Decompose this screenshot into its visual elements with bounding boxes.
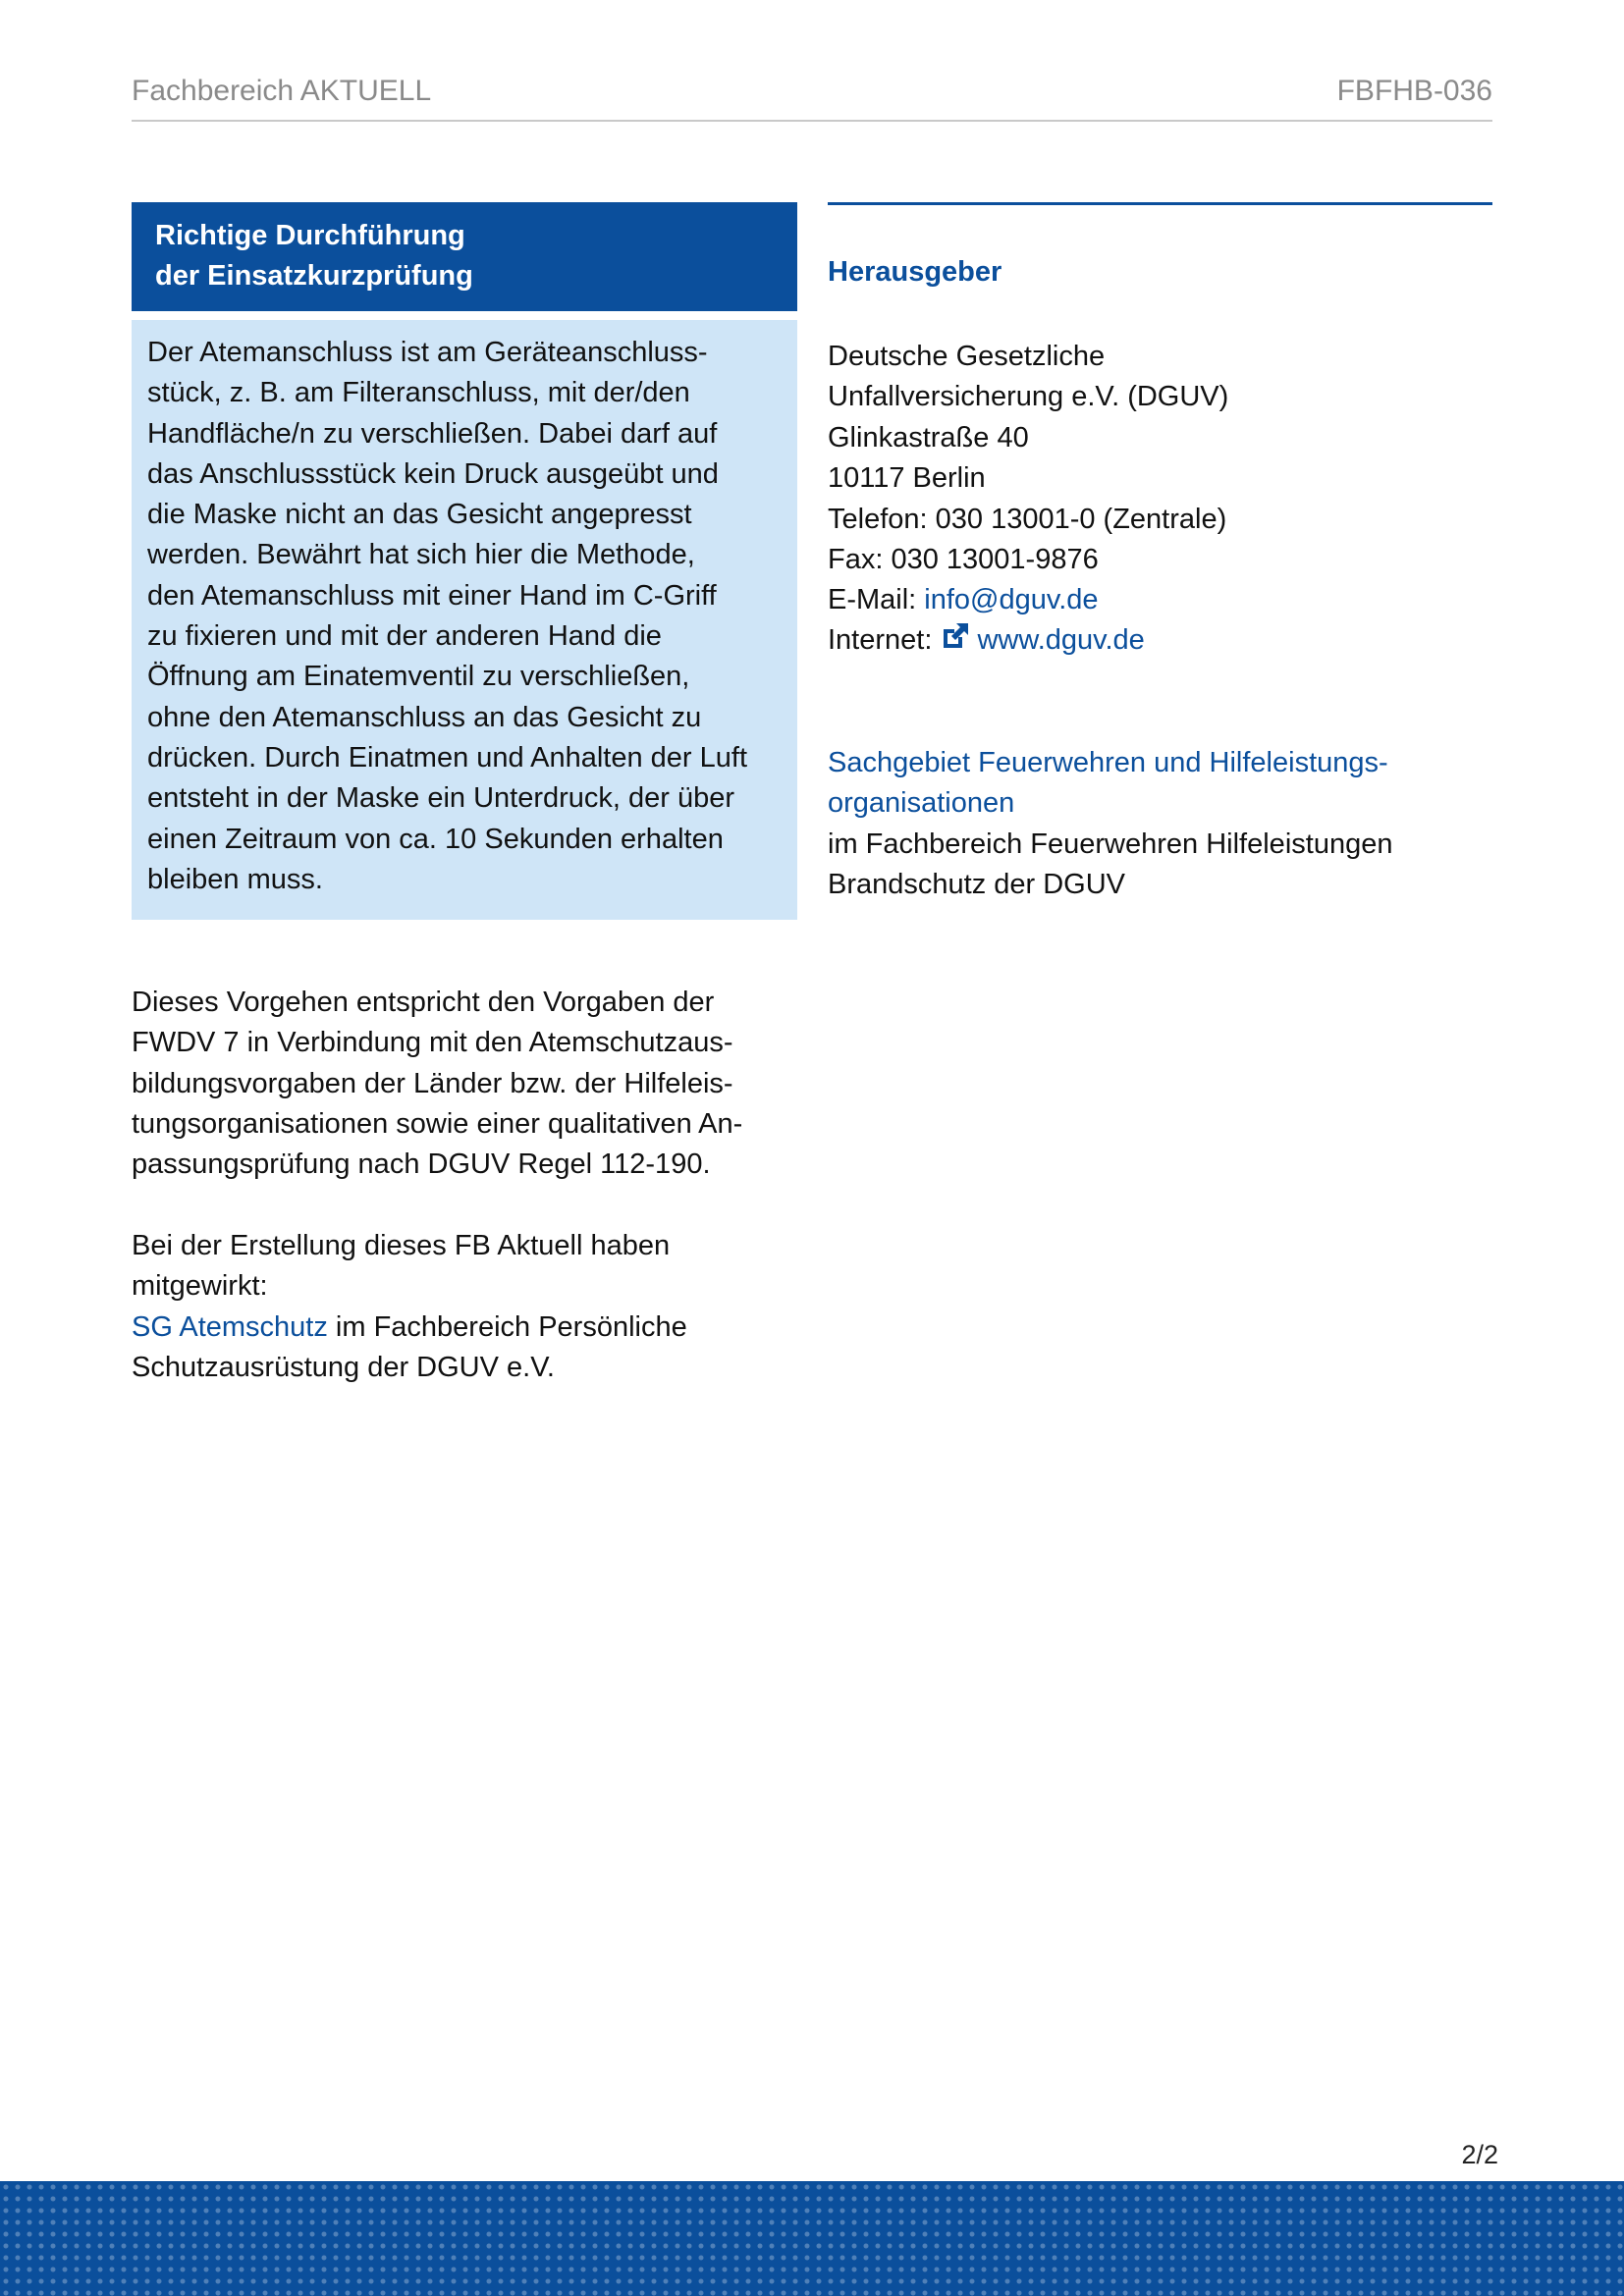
email-line: [828, 580, 1226, 620]
infobox-line: drücken. Durch Einatmen und Anhalten der Luft: [147, 741, 747, 774]
paragraph-line: Dieses Vorgehen entspricht den Vorgaben der: [132, 987, 715, 1018]
sachgebiet-desc: im Fachbereich Feuerwehren Hilfeleistungen: [828, 828, 1393, 860]
external-link-icon: [940, 620, 971, 652]
infobox-line: zu fixieren und mit der anderen Hand die: [147, 620, 662, 653]
internet-line: [828, 620, 1226, 661]
paragraph-line: tungsorganisationen sowie einer qualitativen An-: [132, 1107, 743, 1140]
paragraph-line: passungsprüfung nach DGUV Regel 112-190.: [132, 1148, 711, 1181]
email-link[interactable]: info@dguv.de: [924, 584, 1099, 616]
infobox-title: Richtige Durchführung der Einsatzkurzprüfung: [132, 202, 797, 311]
infobox-line: werden. Bewährt hat sich hier die Methode,: [147, 539, 695, 571]
internet-label: Internet:: [828, 624, 941, 657]
address-line: Glinkastraße 40: [828, 422, 1029, 454]
address-line: 10117 Berlin: [828, 462, 986, 495]
publisher-column: [828, 202, 1492, 900]
org-line: Unfallversicherung e.V. (DGUV): [828, 381, 1229, 413]
contributor-text: im Fachbereich Persönliche: [327, 1310, 687, 1343]
publisher-heading: Herausgeber: [828, 256, 1002, 288]
header-section-title: Fachbereich AKTUELL: [132, 75, 432, 107]
infobox-line: einen Zeitraum von ca. 10 Sekunden erhalten: [147, 823, 724, 855]
sg-atemschutz-link[interactable]: SG Atemschutz: [132, 1310, 328, 1343]
page-header: [132, 75, 1492, 122]
paragraph-line: mitgewirkt:: [132, 1270, 268, 1303]
sachgebiet-desc: Brandschutz der DGUV: [828, 868, 1126, 900]
publisher-address: [828, 418, 1226, 662]
body-paragraph-procedure: [132, 983, 742, 1185]
sachgebiet-link[interactable]: Sachgebiet Feuerwehren und Hilfeleistungs-: [828, 747, 1388, 778]
publisher-organization: [828, 337, 1228, 418]
infobox-line: Der Atemanschluss ist am Geräteanschluss-: [147, 337, 708, 368]
org-line: Deutsche Gesetzliche: [828, 341, 1106, 372]
email-label: E-Mail:: [828, 584, 925, 616]
infobox-line: den Atemanschluss mit einer Hand im C-Griff: [147, 579, 717, 612]
page-number: 2/2: [1461, 2140, 1498, 2169]
infobox-line: entsteht in der Maske ein Unterdruck, der über: [147, 782, 735, 815]
paragraph-line: [132, 1308, 687, 1348]
paragraph-line: Schutzausrüstung der DGUV e.V.: [132, 1351, 555, 1383]
infobox-line: Öffnung am Einatemventil zu verschließen,: [147, 661, 690, 693]
infobox-line: bleiben muss.: [147, 863, 323, 895]
address-line: Fax: 030 13001-9876: [828, 543, 1099, 575]
sachgebiet-block: [828, 743, 1392, 905]
address-line: Telefon: 030 13001-0 (Zentrale): [828, 503, 1227, 535]
footer-dotted-band: [0, 2181, 1624, 2296]
infobox-line: Handfläche/n zu verschließen. Dabei darf auf: [147, 417, 718, 450]
body-paragraph-contributors: [132, 1226, 687, 1388]
infobox-body: [132, 320, 797, 920]
infobox-line: ohne den Atemanschluss an das Gesicht zu: [147, 701, 702, 733]
header-document-id: FBFHB-036: [1336, 75, 1492, 107]
paragraph-line: bildungsvorgaben der Länder bzw. der Hilfeleis-: [132, 1067, 733, 1099]
infobox-line: stück, z. B. am Filteranschluss, mit der/den: [147, 377, 690, 409]
sachgebiet-link-cont[interactable]: organisationen: [828, 787, 1015, 820]
left-column: [132, 202, 797, 1383]
paragraph-line: Bei der Erstellung dieses FB Aktuell haben: [132, 1230, 671, 1261]
infobox-line: die Maske nicht an das Gesicht angepresst: [147, 499, 692, 531]
infobox-line: das Anschlussstück kein Druck ausgeübt und: [147, 457, 719, 490]
paragraph-line: FWDV 7 in Verbindung mit den Atemschutzaus-: [132, 1027, 733, 1059]
website-link[interactable]: www.dguv.de: [977, 624, 1145, 657]
